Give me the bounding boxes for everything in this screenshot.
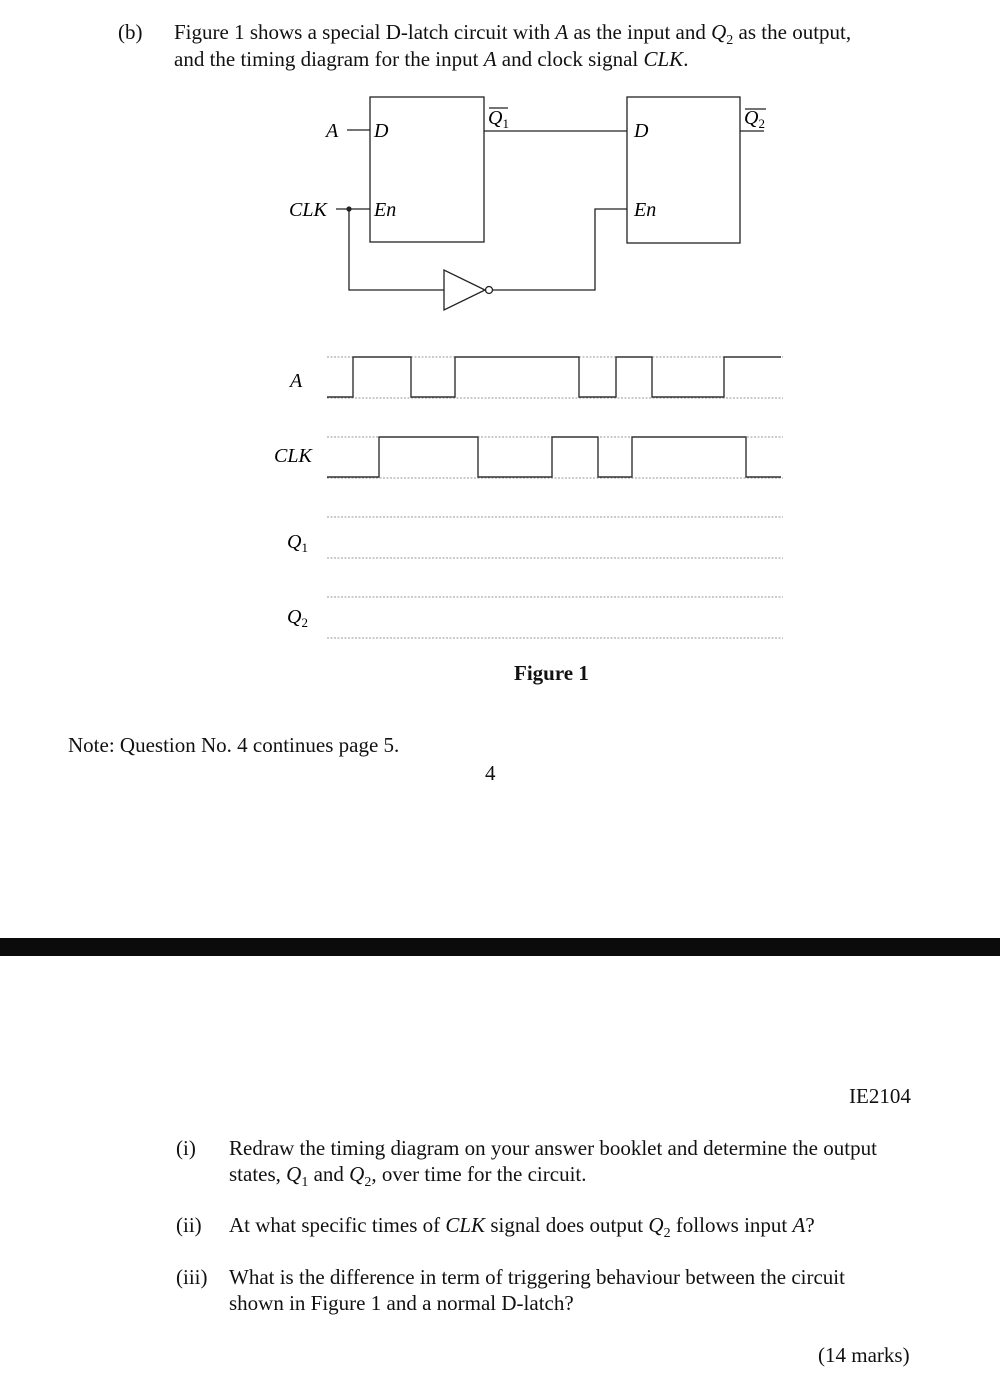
inverter-gate: [444, 270, 485, 310]
timing-label-clk: CLK: [274, 445, 312, 467]
part-label: (b): [118, 20, 143, 44]
figure-caption: Figure 1: [514, 661, 589, 685]
timing-label-q2: $Q_2$: [287, 606, 308, 630]
question-i-text: Redraw the timing diagram on your answer booklet and determine the output states, $Q_1$ and $Q_2$, over time for the circuit.: [229, 1136, 877, 1191]
marks: (14 marks): [818, 1343, 910, 1367]
page-divider: [0, 938, 1000, 956]
latch-1-q-label: $Q_1$: [488, 107, 509, 131]
latch-2-d: D: [634, 120, 649, 142]
latch-2-en: En: [634, 199, 657, 221]
wire-inverter-out: [493, 209, 627, 290]
latch-2-q-label: $Q_2$: [744, 107, 765, 131]
intro-line-1: Figure 1 shows a special D-latch circuit with A as the input and $Q_2$ as the output,: [174, 20, 852, 49]
waveform-a: [327, 357, 781, 397]
question-iii-text: What is the difference in term of triggering behaviour between the circuit shown in Figure 1 and a normal D-latch?: [229, 1265, 845, 1315]
timing-label-a: A: [290, 370, 303, 392]
course-code: IE2104: [849, 1084, 911, 1108]
wire-clk-branch: [349, 209, 444, 290]
inverter-bubble: [486, 287, 493, 294]
clk-label: CLK: [289, 199, 327, 221]
latch-2-box: [627, 97, 740, 243]
waveform-clk: [327, 437, 781, 477]
input-a-label: A: [326, 120, 339, 142]
latch-1-d: D: [374, 120, 389, 142]
page-number: 4: [485, 761, 496, 785]
question-iii-number: (iii): [176, 1265, 208, 1289]
timing-label-q1: $Q_1$: [287, 531, 308, 555]
intro-line-2: and the timing diagram for the input A and clock signal CLK.: [174, 47, 689, 71]
clk-junction-dot: [346, 206, 351, 211]
question-i-number: (i): [176, 1136, 196, 1160]
latch-1-en: En: [374, 199, 397, 221]
timing-diagram: [0, 340, 1000, 650]
question-ii-number: (ii): [176, 1213, 202, 1237]
circuit-diagram: [0, 85, 1000, 325]
question-ii-text: At what specific times of CLK signal does output $Q_2$ follows input A?: [229, 1213, 815, 1242]
continuation-note: Note: Question No. 4 continues page 5.: [68, 733, 400, 757]
